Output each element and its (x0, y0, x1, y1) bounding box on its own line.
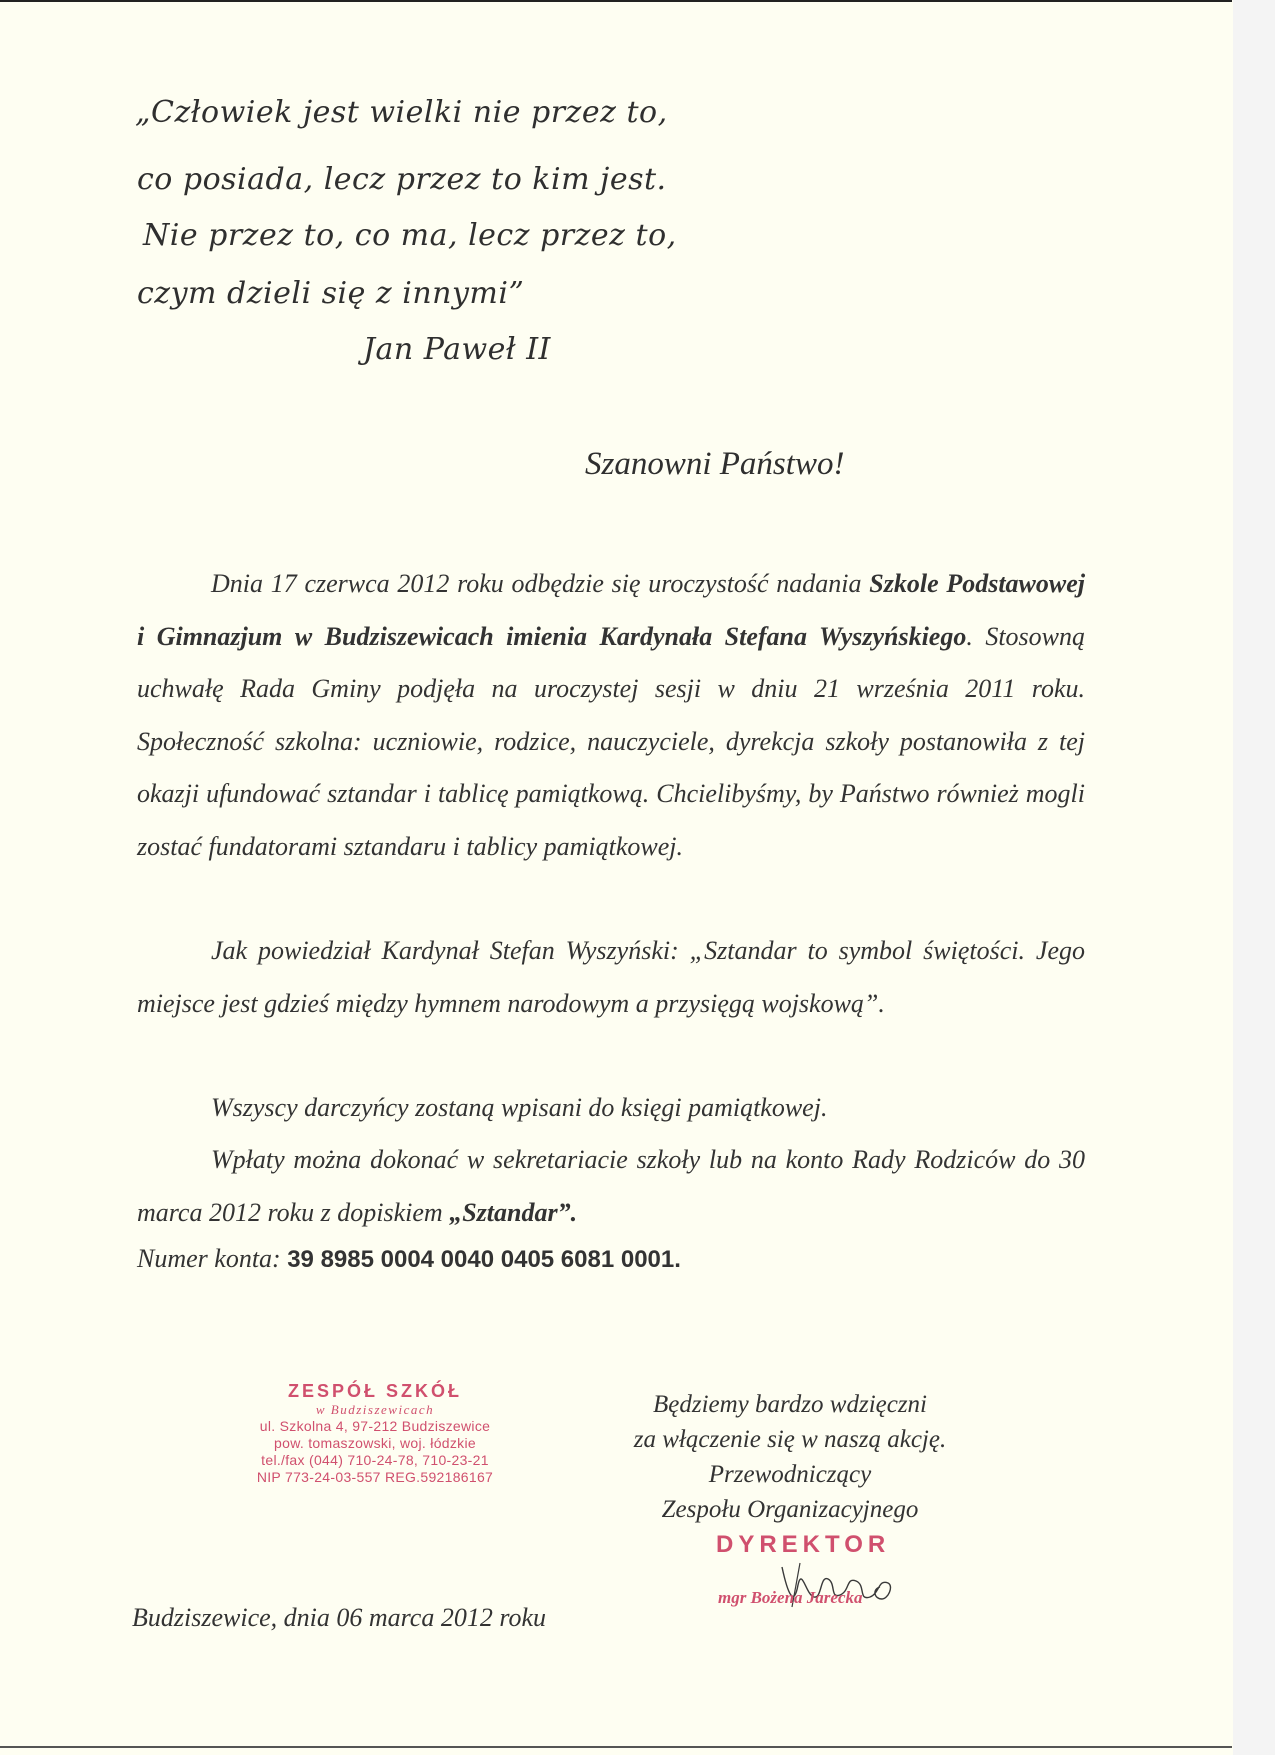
stamp-ids: NIP 773-24-03-557 REG.592186167 (256, 1469, 494, 1485)
paragraph-announcement (137, 558, 1085, 873)
stamp-title: ZESPÓŁ SZKÓŁ (287, 1381, 462, 1401)
closing-line-4: Zespołu Organizacyjnego (661, 1496, 919, 1523)
quote-line-1: „Człowiek jest wielki nie przez to, (135, 95, 668, 130)
scan-bottom-edge (0, 1746, 1232, 1748)
paragraph-payment-text: Wpłaty można dokonać w sekretariacie szkoły lub na konto Rady Rodziców do 30 marca 2012 roku z dopiskiem (137, 1145, 1085, 1227)
stamp-subtitle: w Budziszewicach (315, 1402, 435, 1417)
scan-right-margin (1233, 0, 1275, 1755)
director-stamp-title: DYREKTOR (716, 1531, 891, 1558)
paragraph-announcement-intro: Dnia 17 czerwca 2012 roku odbędzie się uroczystość nadania (211, 569, 870, 598)
stamp-phone: tel./fax (044) 710-24-78, 710-23-21 (261, 1452, 489, 1468)
place-date: Budziszewice, dnia 06 marca 2012 roku (132, 1603, 547, 1632)
account-line (137, 1244, 681, 1274)
scan-top-edge (0, 0, 1232, 2)
closing-line-1: Będziemy bardzo wdzięczni (652, 1391, 928, 1418)
school-stamp (210, 1380, 540, 1486)
account-label: Numer konta: (137, 1244, 288, 1273)
account-number: 39 8985 0004 0040 0405 6081 0001. (287, 1246, 681, 1273)
paragraph-payment (137, 1134, 1085, 1239)
closing-line-2: za włączenie się w naszą akcję. (633, 1426, 947, 1453)
paragraph-announcement-rest: . Stosowną uchwałę Rada Gminy podjęła na uroczystej sesji w dniu 21 września 2011 roku. Społeczność szkolna: uczniowie, rodzice, nauczyciele, dyrekcja szkoły postanowiła z tej okazji ufundować sztandar i tablicę pamiątkową. Chcielibyśmy, by Państwo również mogli zostać fundatorami sztandaru i tablicy pamiątkowej. (137, 621, 1086, 861)
quote-author: Jan Paweł II (363, 332, 551, 367)
stamp-address: ul. Szkolna 4, 97-212 Budziszewice (259, 1418, 491, 1434)
paragraph-quote-wyszynski: Jak powiedział Kardynał Stefan Wyszyński: „Sztandar to symbol świętości. Jego miejsce jest gdzieś między hymnem narodowym a przysięgą wojskową”. (137, 936, 1085, 1018)
paragraph-donors: Wszyscy darczyńcy zostaną wpisani do księgi pamiątkowej. (211, 1093, 828, 1122)
closing-line-3: Przewodniczący (708, 1461, 872, 1488)
closing-block (600, 1387, 980, 1527)
payment-note: „Sztandar”. (449, 1197, 578, 1227)
director-name: mgr Bożena Jarecka (718, 1588, 863, 1607)
quote-line-3: Nie przez to, co ma, lecz przez to, (143, 218, 677, 253)
greeting: Szanowni Państwo! (585, 446, 845, 482)
quote-line-2: co posiada, lecz przez to kim jest. (137, 162, 667, 197)
quote-line-4: czym dzieli się z innymi” (137, 276, 525, 311)
school-name: Szkole Podstawowej i Gimnazjum w Budziszewicach imienia Kardynała Stefana Wyszyńskiego (137, 569, 1085, 651)
stamp-region: pow. tomaszowski, woj. łódzkie (274, 1435, 476, 1451)
